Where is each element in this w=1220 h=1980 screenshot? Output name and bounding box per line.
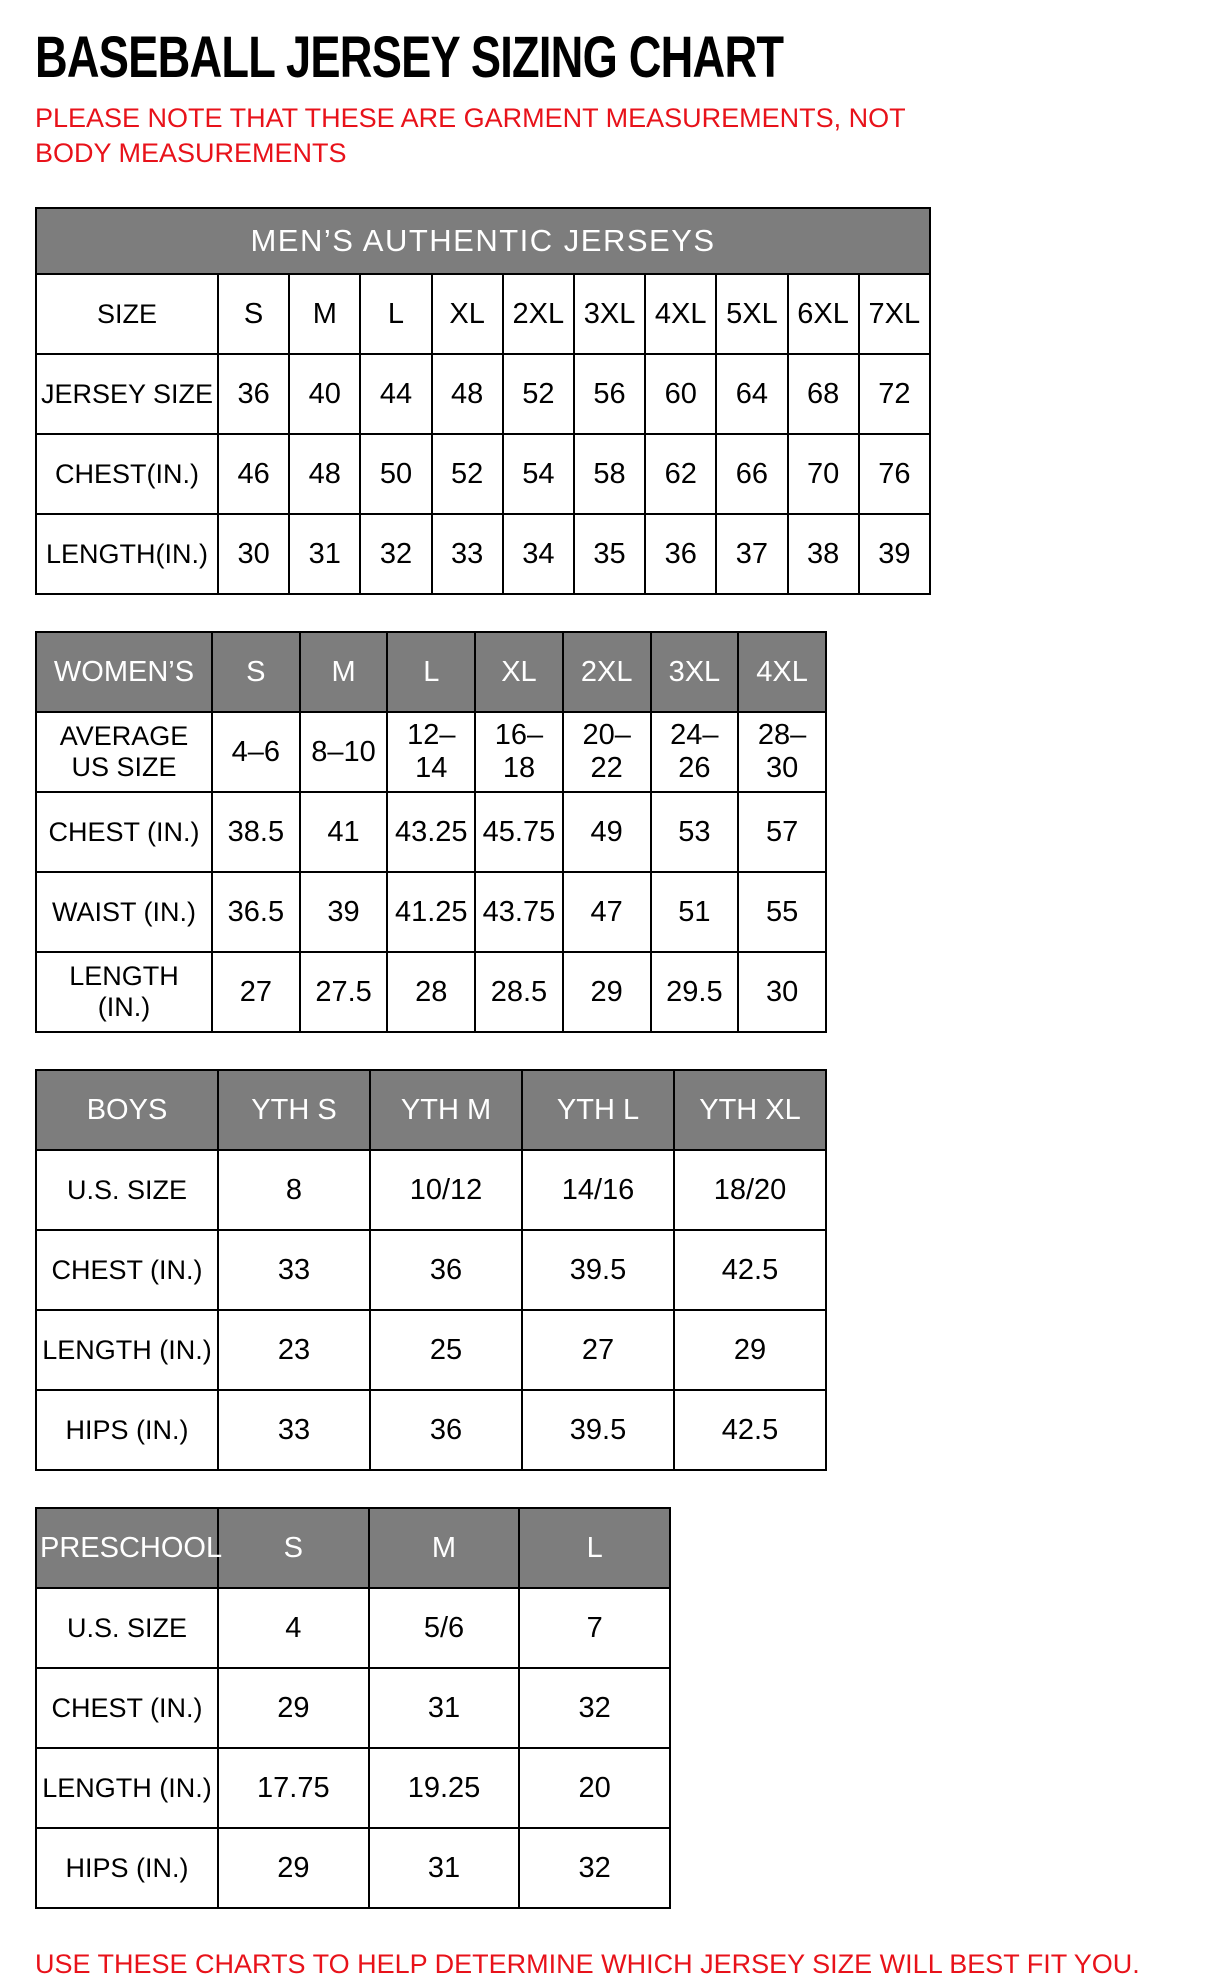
value-cell: 62 [645, 434, 716, 514]
value-cell: 37 [716, 514, 787, 594]
value-cell: 43.75 [475, 872, 563, 952]
value-cell: 4XL [645, 274, 716, 354]
size-header-row [36, 1070, 826, 1150]
value-cell: S [218, 1508, 369, 1588]
row-label: PRESCHOOL [36, 1508, 218, 1588]
row-label: WAIST (IN.) [36, 872, 212, 952]
data-row [36, 1390, 826, 1470]
value-cell: 46 [218, 434, 289, 514]
value-cell: 5XL [716, 274, 787, 354]
boys-sizing-table [35, 1069, 827, 1471]
data-row [36, 1828, 670, 1908]
value-cell: 29.5 [651, 952, 739, 1032]
value-cell: 48 [289, 434, 360, 514]
row-label: CHEST(IN.) [36, 434, 218, 514]
value-cell: 48 [432, 354, 503, 434]
value-cell: 2XL [503, 274, 574, 354]
value-cell: 55 [738, 872, 826, 952]
value-cell: 76 [859, 434, 930, 514]
row-label: WOMEN’S [36, 632, 212, 712]
value-cell: 8–10 [300, 712, 388, 792]
value-cell: 16–18 [475, 712, 563, 792]
row-label: LENGTH(IN.) [36, 514, 218, 594]
data-row [36, 872, 826, 952]
value-cell: 30 [218, 514, 289, 594]
value-cell: 39.5 [522, 1390, 674, 1470]
value-cell: 41 [300, 792, 388, 872]
value-cell: 36 [370, 1390, 522, 1470]
value-cell: 51 [651, 872, 739, 952]
value-cell: 30 [738, 952, 826, 1032]
value-cell: 20–22 [563, 712, 651, 792]
row-label: LENGTH (IN.) [36, 1748, 218, 1828]
table-banner: MEN’S AUTHENTIC JERSEYS [36, 208, 930, 274]
value-cell: 20 [519, 1748, 670, 1828]
row-label: CHEST (IN.) [36, 1668, 218, 1748]
value-cell: 32 [360, 514, 431, 594]
value-cell: 35 [574, 514, 645, 594]
data-row [36, 354, 930, 434]
value-cell: 29 [218, 1828, 369, 1908]
value-cell: 60 [645, 354, 716, 434]
value-cell: 32 [519, 1668, 670, 1748]
row-label: SIZE [36, 274, 218, 354]
row-label: U.S. SIZE [36, 1588, 218, 1668]
value-cell: S [218, 274, 289, 354]
row-label: HIPS (IN.) [36, 1390, 218, 1470]
preschool-sizing-table [35, 1507, 671, 1909]
value-cell: 57 [738, 792, 826, 872]
value-cell: 42.5 [674, 1230, 826, 1310]
value-cell: 4XL [738, 632, 826, 712]
value-cell: S [212, 632, 300, 712]
data-row [36, 952, 826, 1032]
value-cell: 72 [859, 354, 930, 434]
value-cell: 17.75 [218, 1748, 369, 1828]
value-cell: 43.25 [387, 792, 475, 872]
data-row [36, 1748, 670, 1828]
value-cell: 39.5 [522, 1230, 674, 1310]
row-label: JERSEY SIZE [36, 354, 218, 434]
value-cell: 7XL [859, 274, 930, 354]
value-cell: 68 [788, 354, 859, 434]
value-cell: 4–6 [212, 712, 300, 792]
value-cell: YTH M [370, 1070, 522, 1150]
value-cell: 33 [218, 1230, 370, 1310]
value-cell: 50 [360, 434, 431, 514]
value-cell: XL [475, 632, 563, 712]
value-cell: 38.5 [212, 792, 300, 872]
row-label: U.S. SIZE [36, 1150, 218, 1230]
value-cell: 64 [716, 354, 787, 434]
value-cell: 36.5 [212, 872, 300, 952]
value-cell: 31 [369, 1828, 520, 1908]
value-cell: 6XL [788, 274, 859, 354]
value-cell: 56 [574, 354, 645, 434]
value-cell: 28.5 [475, 952, 563, 1032]
value-cell: 32 [519, 1828, 670, 1908]
value-cell: 14/16 [522, 1150, 674, 1230]
value-cell: L [519, 1508, 670, 1588]
value-cell: 36 [370, 1230, 522, 1310]
value-cell: 49 [563, 792, 651, 872]
banner-row [36, 208, 930, 274]
value-cell: 31 [369, 1668, 520, 1748]
value-cell: M [369, 1508, 520, 1588]
fit-advice-note: USE THESE CHARTS TO HELP DETERMINE WHICH JERSEY SIZE WILL BEST FIT YOU. [35, 1949, 1140, 1980]
value-cell: 5/6 [369, 1588, 520, 1668]
value-cell: 70 [788, 434, 859, 514]
row-label: LENGTH (IN.) [36, 1310, 218, 1390]
value-cell: 33 [432, 514, 503, 594]
value-cell: 34 [503, 514, 574, 594]
data-row [36, 1150, 826, 1230]
size-header-row [36, 274, 930, 354]
value-cell: 54 [503, 434, 574, 514]
row-label: CHEST (IN.) [36, 1230, 218, 1310]
womens-sizing-table [35, 631, 827, 1033]
value-cell: 8 [218, 1150, 370, 1230]
row-label: AVERAGE US SIZE [36, 712, 212, 792]
data-row [36, 1230, 826, 1310]
data-row [36, 434, 930, 514]
value-cell: 52 [503, 354, 574, 434]
value-cell: 41.25 [387, 872, 475, 952]
row-label: HIPS (IN.) [36, 1828, 218, 1908]
mens-sizing-table [35, 207, 931, 595]
value-cell: 28–30 [738, 712, 826, 792]
value-cell: 66 [716, 434, 787, 514]
value-cell: 39 [300, 872, 388, 952]
size-header-row [36, 1508, 670, 1588]
value-cell: 52 [432, 434, 503, 514]
value-cell: 45.75 [475, 792, 563, 872]
value-cell: 18/20 [674, 1150, 826, 1230]
data-row [36, 1588, 670, 1668]
value-cell: 25 [370, 1310, 522, 1390]
value-cell: M [300, 632, 388, 712]
data-row [36, 792, 826, 872]
value-cell: XL [432, 274, 503, 354]
value-cell: 40 [289, 354, 360, 434]
value-cell: 27.5 [300, 952, 388, 1032]
value-cell: L [387, 632, 475, 712]
value-cell: 38 [788, 514, 859, 594]
value-cell: 4 [218, 1588, 369, 1668]
garment-measurement-note: PLEASE NOTE THAT THESE ARE GARMENT MEASUREMENTS, NOT BODY MEASUREMENTS [35, 103, 906, 169]
value-cell: 33 [218, 1390, 370, 1470]
value-cell: 36 [218, 354, 289, 434]
data-row [36, 1310, 826, 1390]
value-cell: 29 [218, 1668, 369, 1748]
value-cell: 44 [360, 354, 431, 434]
value-cell: 27 [212, 952, 300, 1032]
value-cell: 36 [645, 514, 716, 594]
value-cell: 28 [387, 952, 475, 1032]
value-cell: YTH XL [674, 1070, 826, 1150]
value-cell: 31 [289, 514, 360, 594]
value-cell: 42.5 [674, 1390, 826, 1470]
value-cell: 3XL [574, 274, 645, 354]
value-cell: 2XL [563, 632, 651, 712]
row-label: LENGTH (IN.) [36, 952, 212, 1032]
value-cell: 29 [674, 1310, 826, 1390]
value-cell: M [289, 274, 360, 354]
value-cell: 27 [522, 1310, 674, 1390]
value-cell: 39 [859, 514, 930, 594]
value-cell: 19.25 [369, 1748, 520, 1828]
value-cell: 3XL [651, 632, 739, 712]
data-row [36, 514, 930, 594]
value-cell: YTH L [522, 1070, 674, 1150]
data-row [36, 1668, 670, 1748]
value-cell: 29 [563, 952, 651, 1032]
value-cell: 23 [218, 1310, 370, 1390]
value-cell: 47 [563, 872, 651, 952]
value-cell: 7 [519, 1588, 670, 1668]
data-row [36, 712, 826, 792]
value-cell: 24–26 [651, 712, 739, 792]
row-label: CHEST (IN.) [36, 792, 212, 872]
row-label: BOYS [36, 1070, 218, 1150]
page-title: BASEBALL JERSEY SIZING CHART [35, 25, 784, 90]
value-cell: 12–14 [387, 712, 475, 792]
value-cell: 58 [574, 434, 645, 514]
value-cell: L [360, 274, 431, 354]
value-cell: 53 [651, 792, 739, 872]
value-cell: 10/12 [370, 1150, 522, 1230]
size-header-row [36, 632, 826, 712]
value-cell: YTH S [218, 1070, 370, 1150]
